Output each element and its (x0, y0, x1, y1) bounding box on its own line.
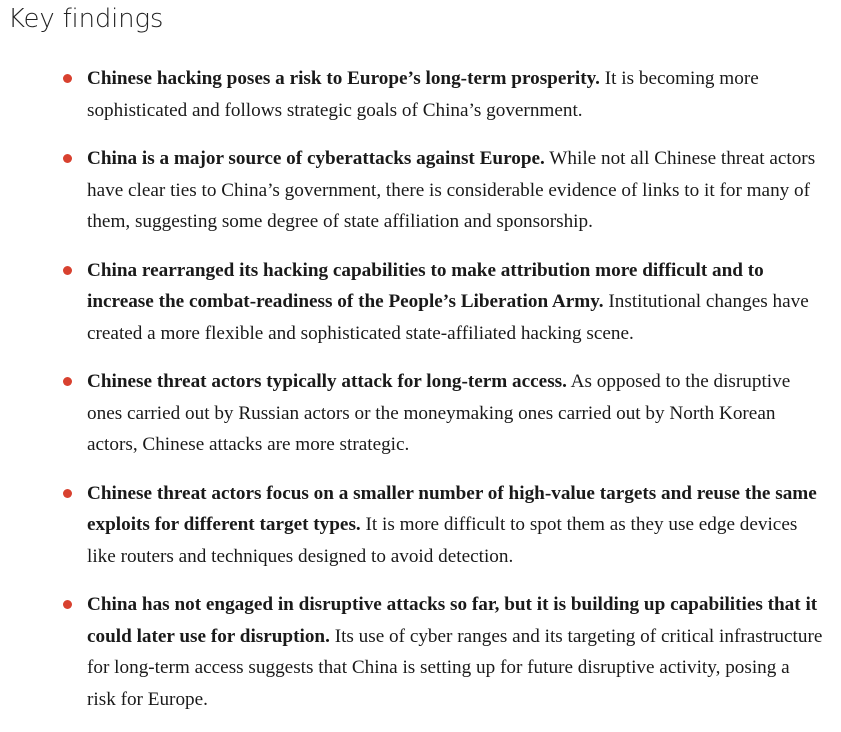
finding-text: While not all Chinese threat actors have clear ties to China’s government, there is considerable evidence of links to it for many of them, suggesting some degree of state affiliation and sponsorship. (87, 148, 816, 232)
finding-item (87, 589, 823, 715)
finding-item (87, 143, 823, 238)
finding-lead: Chinese threat actors focus on a smaller number of high-value targets and reuse the same exploits for different target types. (87, 482, 817, 535)
finding-item (87, 63, 823, 126)
finding-lead: Chinese hacking poses a risk to Europe’s long-term prosperity. (87, 68, 600, 89)
bullet-icon (63, 489, 72, 498)
finding-lead: China rearranged its hacking capabilities to make attribution more difficult and to increase the combat-readiness of the People’s Liberation Army. (87, 259, 764, 312)
finding-text: Its use of cyber ranges and its targeting of critical infrastructure for long-term access suggests that China is setting up for future disruptive activity, posing a risk for Europe. (87, 625, 823, 710)
bullet-icon (63, 377, 72, 386)
finding-text: It is more difficult to spot them as they use edge devices like routers and techniques designed to avoid detection. (87, 514, 798, 567)
bullet-icon (63, 266, 72, 275)
section-heading: Key findings (8, 4, 164, 34)
bullet-icon (63, 600, 72, 609)
bullet-icon (63, 74, 72, 83)
finding-lead: Chinese threat actors typically attack for long-term access. (87, 371, 567, 392)
finding-item (87, 255, 823, 350)
key-findings-list (87, 63, 823, 732)
finding-lead: China has not engaged in disruptive attacks so far, but it is building up capabilities that it could later use for disruption. (87, 594, 818, 647)
bullet-icon (63, 154, 72, 163)
finding-text: It is becoming more sophisticated and follows strategic goals of China’s government. (87, 68, 759, 121)
finding-text: Institutional changes have created a more flexible and sophisticated state-affiliated hacking scene. (87, 291, 809, 344)
finding-item (87, 366, 823, 461)
finding-lead: China is a major source of cyberattacks against Europe. (87, 148, 545, 169)
finding-item (87, 478, 823, 573)
finding-text: As opposed to the disruptive ones carried out by Russian actors or the moneymaking ones carried out by North Korean actors, Chinese attacks are more strategic. (87, 371, 791, 455)
